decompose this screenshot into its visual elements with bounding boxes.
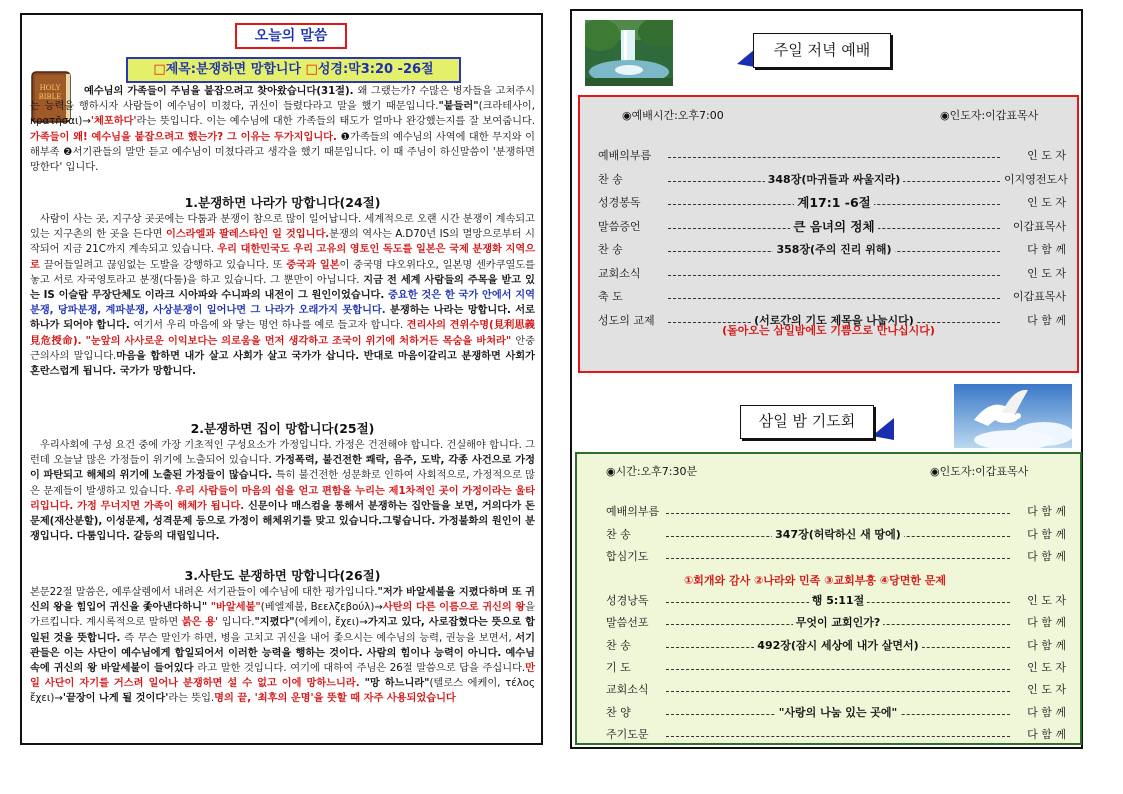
text-segment: 명의 끝, '최후의 운명'을 뜻할 때 자주 사용되었습니다 <box>214 693 456 705</box>
dash-leader-line <box>666 691 1010 692</box>
order-leader: 다 함 께 <box>1027 727 1066 741</box>
order-leader: 다 함 께 <box>1027 313 1066 327</box>
sunday-note: (돌아오는 삼일밤에도 기쁨으로 만나십시다) <box>722 324 935 337</box>
order-item: (서로간의 기도 제목을 나눕시다) <box>751 314 917 328</box>
text-segment: 이스라엘과 팔레스타인 일 것입니다. <box>166 229 330 241</box>
wednesday-service-title: 삼일 밤 기도회 <box>740 405 874 439</box>
svg-text:BIBLE: BIBLE <box>38 93 62 101</box>
order-label: 예배의부름 <box>598 149 652 162</box>
scripture-text: 성경:막3:20 -26절 <box>317 62 434 77</box>
order-leader: 다 함 께 <box>1027 505 1066 518</box>
prayer-topics: ①회개와 감사 ②나라와 민족 ③교회부흥 ④당면한 문제 <box>683 574 947 587</box>
text-segment: "저가 바알세불을 지폈다하며 또 귀신의 왕을 힘입어 귀신을 좇아낸다하니" <box>30 587 535 614</box>
order-leader: 다 함 께 <box>1027 616 1066 630</box>
order-item: 358장(주의 진리 위해) <box>773 243 894 257</box>
section-body-3 <box>30 585 535 707</box>
order-label: 말씀증언 <box>598 219 641 233</box>
order-label: 말씀선포 <box>606 616 649 630</box>
sermon-intro <box>30 84 535 175</box>
text-segment: "붙들러" <box>438 101 479 113</box>
section-heading-2: 2.분쟁하면 집이 망합니다(25절) <box>190 421 375 436</box>
text-segment: "망 하느니라" <box>364 678 430 690</box>
order-leader: 다 함 께 <box>1027 550 1066 563</box>
text-segment: '체포하다' <box>90 116 137 128</box>
text-segment: 만일 사단이 자기를 거스려 일어나 분쟁하면 설 수 없고 이에 망하느니라. <box>30 663 535 690</box>
order-label: 찬 송 <box>598 172 623 186</box>
order-item: 348장(마귀들과 싸울지라) <box>765 173 903 187</box>
order-item: 큰 음녀의 정체 <box>790 220 877 234</box>
text-segment: 라는 뜻입니다. 이는 예수님에 대한 가족들의 태도가 얼마나 완강했는지를 잘 보여줍니다. <box>136 116 535 128</box>
text-segment: 안중근의사의 말입니다. <box>30 335 535 362</box>
section-body-1 <box>30 212 535 379</box>
sermon-title: 오늘의 말씀 <box>235 23 347 49</box>
order-leader: 인 도 자 <box>1027 594 1066 607</box>
order-leader: 인 도 자 <box>1027 660 1066 674</box>
text-segment: "지폈다" <box>254 617 295 629</box>
text-segment: 마음을 합하면 내가 살고 사회가 살고 국가가 삽니다. 반대로 마음이갈리고 분쟁하면 사회가 혼란스럽게 됩니다. 국가가 망합니다. <box>30 350 535 378</box>
order-item: "사랑의 나눔 있는 곳에" <box>776 706 901 720</box>
order-item: 무엇이 교회인가? <box>793 616 884 630</box>
text-segment: 가족들이 왜! 예수님을 붙잡으려고 했는가? 그 이유는 두가지입니다. <box>30 131 341 143</box>
text-segment: (크라테사이, κρατῆσαι)→ <box>30 101 535 128</box>
order-label: 찬 송 <box>606 527 631 541</box>
text-segment: 예수님의 가족들이 주님을 붙잡으려고 찾아왔습니다(31절). <box>84 86 358 97</box>
order-leader: 인 도 자 <box>1027 149 1066 162</box>
order-item: 347장(허락하신 새 땅에) <box>772 528 904 542</box>
order-leader: 다 함 께 <box>1027 527 1066 541</box>
order-label: 찬 양 <box>606 705 631 719</box>
order-label: 성경봉독 <box>598 196 641 209</box>
text-segment: 서기관들은 이는 사단이 예수님에게 합일되어서 이러한 능력을 행하는 것이다. 사람의 힘이나 능력이 아니다. 예수님 속에 귀신의 왕 바알세불이 들어있다 <box>30 632 535 675</box>
order-leader: 이지영전도사 <box>1004 172 1068 186</box>
order-label: 성경낭독 <box>606 594 649 607</box>
subject-mark: □ <box>153 62 166 77</box>
order-label: 축 도 <box>598 290 623 303</box>
order-label: 찬 송 <box>598 243 623 256</box>
order-label: 교회소식 <box>606 683 649 697</box>
scripture-mark: □ <box>305 62 318 77</box>
text-segment: 분쟁하는 나라는 망합니다. 서로 하나가 되어야 합니다. <box>30 305 535 332</box>
order-label: 합심기도 <box>606 550 649 563</box>
order-leader: 이갑표목사 <box>1012 290 1066 303</box>
text-segment: 붉은 용 <box>181 617 216 629</box>
text-segment: 이 중국명 댜오위다오, 일본명 센카쿠열도를 놓고 서로 자국영토라고 분쟁(다툼)을 하고 있습니다. 그 뿐만이 아닙니다. <box>30 259 535 286</box>
text-segment: 우리 대한민국도 우리 고유의 영토인 독도를 일본은 국제 분쟁화 지역으로 <box>30 244 535 271</box>
order-label: 찬 송 <box>606 638 631 652</box>
order-label: 성도의 교제 <box>598 313 655 327</box>
text-segment: ❶가족들의 예수님의 사역에 대한 무지와 이해부족 ❷서기관들의 말만 듣고 예수님이 미쳤다라고 생각을 했기 때문입니다. 이 때 주님이 하신말씀이 '분쟁하면 망한다' 입니다. <box>30 131 535 174</box>
order-item: 계17:1 -6절 <box>794 196 873 210</box>
order-item: 행 5:11절 <box>809 594 867 608</box>
text-segment: ' 입니다. <box>215 617 255 629</box>
order-leader: 인 도 자 <box>1027 266 1066 280</box>
text-segment: 중요한 것은 한 국가 안에서 지역분쟁, 당파분쟁, 계파분쟁, 사상분쟁이 일어나면 그 나라가 오래가지 못합니다. <box>30 290 535 317</box>
dash-leader-line <box>668 298 1000 299</box>
text-segment: 가지고 있다, 사로잡혔다는 뜻으로 합일된 것을 뜻합니다. <box>30 617 535 644</box>
dash-leader-line <box>668 275 1000 276</box>
text-segment: (텔로스 에케이, τέλος ἔχει)→ <box>30 678 535 705</box>
text-segment: 라는 뜻입. <box>168 693 215 705</box>
order-label: 교회소식 <box>598 266 641 280</box>
section-heading-3: 3.사탄도 분쟁하면 망합니다(26절) <box>184 568 381 583</box>
text-segment: 분쟁의 역사는 A.D70년 IS의 멸망으로부터 시작되어 지금 21C까지 계속되고 있습니다. <box>30 229 535 256</box>
dash-leader-line <box>668 157 1000 158</box>
text-segment: 즉 무슨 말인가 하면, 병을 고치고 귀신을 내어 좇으시는 예수님의 능력, 권능을 보면서, <box>124 632 516 644</box>
text-segment: '끝장이 나게 될 것이다' <box>62 693 169 705</box>
text-segment: 중국과 일본 <box>286 259 340 271</box>
text-segment: 특히 불건전한 성문화로 인하여 사회적으로, 가정적으로 많은 문제들이 발생하고 있습니다. <box>30 470 536 497</box>
order-label: 기 도 <box>606 660 631 674</box>
text-segment: 가정폭력, 불건전한 쾌락, 음주, 도박, 각종 사건으로 가정이 파탄되고 해체의 위기에 노출된 가정들이 많습니다. <box>30 455 535 482</box>
arrow-pointer-icon-2 <box>872 418 894 444</box>
text-segment: 왜 그랬는가? 수많은 병자들을 고쳐주시는 능력을 행하시자 사람들이 예수님이 미쳤다, 귀신이 들렸다라고 말을 했기 때문입니다. <box>30 86 535 113</box>
order-leader: 이갑표목사 <box>1012 219 1066 233</box>
dash-leader-line <box>666 558 1010 559</box>
text-segment: (베엘제불, Βεελζεβούλ)→ <box>260 602 383 614</box>
order-leader: 다 함 께 <box>1027 243 1066 256</box>
text-segment: 사탄의 다른 이름으로 귀신의 왕 <box>382 602 526 614</box>
text-segment: 본문22절 말씀은, 예루살렘에서 내려온 서기관들이 예수님에 대한 평가입니다. <box>30 587 378 598</box>
text-segment: 우리사회에 구성 요건 중에 가장 기초적인 구성요소가 가정입니다. 가정은 건전해야 합니다. 건실해야 합니다. 그런데 오늘날 많은 가정들이 위기에 노출되어 있습니다. <box>30 440 535 467</box>
text-segment: 우리 사람들이 마음의 쉼을 얻고 편함을 누리는 제1차적인 곳이 가정이라는 울타리입니다. 가정 무너지면 가족이 해체가 됩니다. <box>30 485 536 512</box>
sunday-service-title: 주일 저녁 예배 <box>753 33 891 68</box>
wednesday-leader: ◉인도자:이갑표목사 <box>930 465 1029 478</box>
text-segment: 여기서 우리 마음에 와 닿는 명언 하나를 예로 들고자 합니다. <box>133 320 407 332</box>
subject-text: 제목:분쟁하면 망합니다 <box>165 62 306 77</box>
svg-text:HOLY: HOLY <box>39 84 61 92</box>
text-segment: 신문이나 매스컴을 통해서 분쟁하는 집안들을 보면, 거의다가 돈 문제(재산분할), 이성문제, 성격문제 등으로 가정이 해체위기를 맞고 있습니다.그렇습니다. 가정불화의 원인이 분쟁입니다. 다툼입니다. 갈등의 대립입니다. <box>30 500 535 543</box>
order-label: 주기도문 <box>606 727 649 741</box>
dash-leader-line <box>666 513 1010 514</box>
sunday-leader: ◉인도자:이갑표목사 <box>940 109 1039 122</box>
section-body-2 <box>30 438 535 544</box>
text-segment: 지금 전 세계 사람들의 주목을 받고 있는 IS 이슬람 무장단체도 이라크 시아파와 수니파의 내전이 그 원인이었습니다. <box>30 274 535 302</box>
order-leader: 인 도 자 <box>1027 196 1066 209</box>
text-segment: (에케이, ἔχει)→ <box>294 617 368 629</box>
text-segment: 견리사의 견위수명(見利思義 見危授命). "눈앞의 사사로운 이익보다는 의로움을 먼저 생각하고 조국이 위기에 처하거든 목숨을 바쳐라" <box>30 320 535 347</box>
text-segment: 라고 말한 것입니다. 여기에 대하여 주님은 26절 말씀으로 답을 주십니다. <box>197 663 526 675</box>
order-label: 예배의부름 <box>606 505 660 518</box>
waterfall-image <box>585 20 673 86</box>
text-segment: 사람이 사는 곳, 지구상 곳곳에는 다툼과 분쟁이 참으로 많이 일어납니다. 세계적으로 오랜 시간 분쟁이 계속되고 있는 지구촌의 한 곳을 든다면 <box>30 214 535 241</box>
order-leader: 인 도 자 <box>1027 683 1066 697</box>
dove-image <box>954 384 1072 448</box>
text-segment: "바알세불" <box>210 602 261 614</box>
section-heading-1: 1.분쟁하면 나라가 망합니다(24절) <box>184 195 381 210</box>
sunday-time: ◉예배시간:오후7:00 <box>622 109 724 122</box>
dash-leader-line <box>666 736 1010 737</box>
sermon-subject <box>126 57 461 83</box>
text-segment: 을 가르킵니다. 계시록적으로 말하면 <box>30 602 535 629</box>
wednesday-time: ◉시간:오후7:30분 <box>606 465 698 478</box>
order-leader: 다 함 께 <box>1027 705 1066 719</box>
dash-leader-line <box>666 669 1010 670</box>
order-leader: 다 함 께 <box>1027 638 1066 652</box>
text-segment: 끌어들일려고 끊임없는 도발을 강행하고 있습니다. 또 <box>43 259 287 271</box>
order-item: 492장(잠시 세상에 내가 살면서) <box>754 639 921 653</box>
